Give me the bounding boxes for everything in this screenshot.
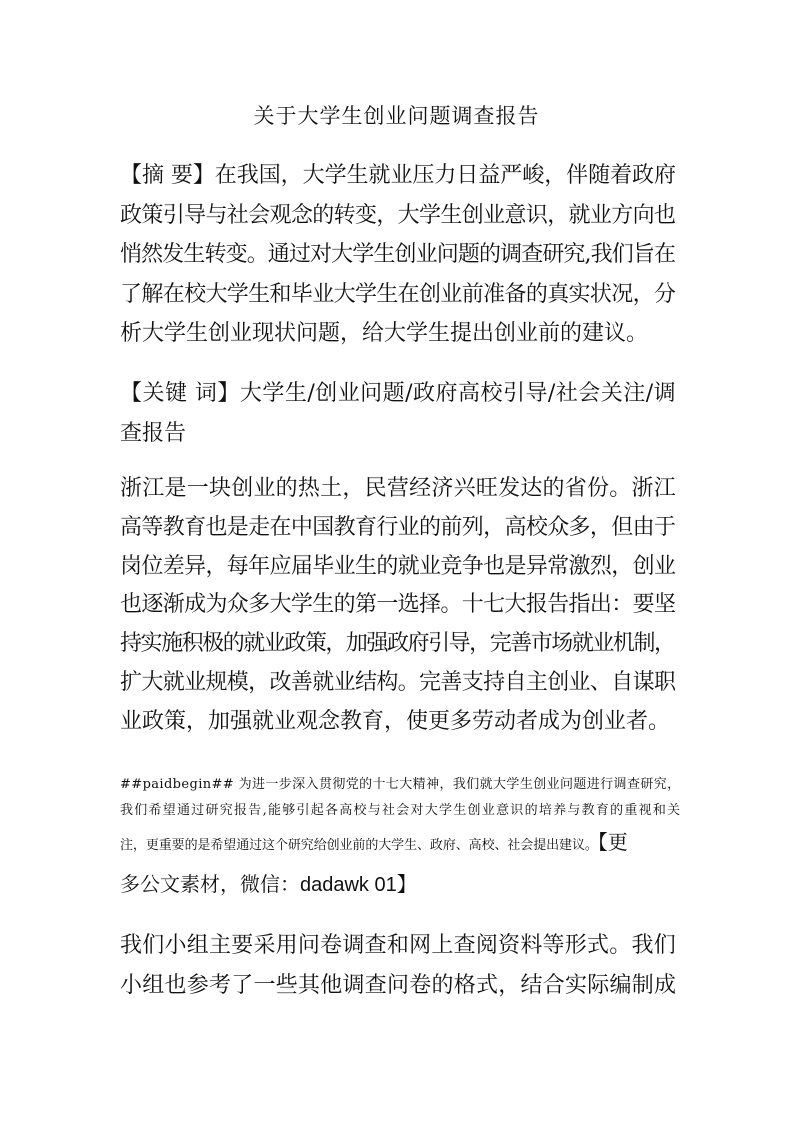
- keywords-line: 【关键 词】大学生/创业问题/政府高校引导/社会关注/调: [120, 381, 677, 406]
- more-materials-line: [120, 826, 680, 855]
- intro-line: 持实施积极的就业政策，加强政府引导，完善市场就业机制，: [120, 631, 675, 657]
- intro-line: 扩大就业规模，改善就业结构。完善支持自主创业、自谋职: [120, 669, 676, 695]
- intro-line: 也逐渐成为众多大学生的第一选择。十七大报告指出：要坚: [120, 592, 676, 618]
- intro-line: 业政策，加强就业观念教育，使更多劳动者成为创业者。: [120, 708, 671, 734]
- more-materials-bracket: 【更: [597, 830, 628, 854]
- intro-line: 岗位差异，每年应届毕业生的就业竞争也是异常激烈，创业: [120, 553, 676, 579]
- paid-tail-text: 注，更重要的是希望通过这个研究给创业前的大学生、政府、高校、社会提出建议。: [120, 838, 598, 853]
- method-line: 我们小组主要采用问卷调查和网上查阅资料等形式。我们: [120, 933, 677, 958]
- method-paragraph: [120, 926, 676, 1005]
- keywords-line: 查报告: [120, 420, 187, 446]
- document-title: 关于大学生创业问题调查报告: [253, 104, 540, 128]
- paid-paragraph: [120, 772, 680, 824]
- keywords-paragraph: [120, 374, 676, 453]
- intro-line: 高等教育也是走在中国教育行业的前列，高校众多，但由于: [120, 514, 676, 540]
- abstract-line: 【摘 要】在我国，大学生就业压力日益严峻，伴随着政府: [120, 163, 676, 188]
- intro-paragraph: [120, 470, 676, 742]
- abstract-paragraph: [120, 156, 676, 354]
- paid-line: 我们希望通过研究报告,能够引起各高校与社会对大学生创业意识的培养与教育的重视和关: [120, 803, 682, 818]
- paid-line: ##paidbegin## 为进一步深入贯彻党的十七大精神，我们就大学生创业问题进行调查研究，: [120, 777, 681, 792]
- wechat-note: 多公文素材，微信：dadawk 01】: [120, 874, 417, 896]
- abstract-line: 政策引导与社会观念的转变，大学生创业意识，就业方向也: [120, 202, 676, 228]
- intro-line: 浙江是一块创业的热土，民营经济兴旺发达的省份。浙江: [120, 476, 677, 501]
- abstract-line: 析大学生创业现状问题，给大学生提出创业前的建议。: [120, 321, 649, 346]
- abstract-line: 悄然发生转变。通过对大学生创业问题的调查研究,我们旨在: [120, 242, 676, 267]
- method-line: 小组也参考了一些其他调查问卷的格式，结合实际编制成: [120, 972, 677, 998]
- abstract-line: 了解在校大学生和毕业大学生在创业前准备的真实状况，分: [120, 281, 676, 307]
